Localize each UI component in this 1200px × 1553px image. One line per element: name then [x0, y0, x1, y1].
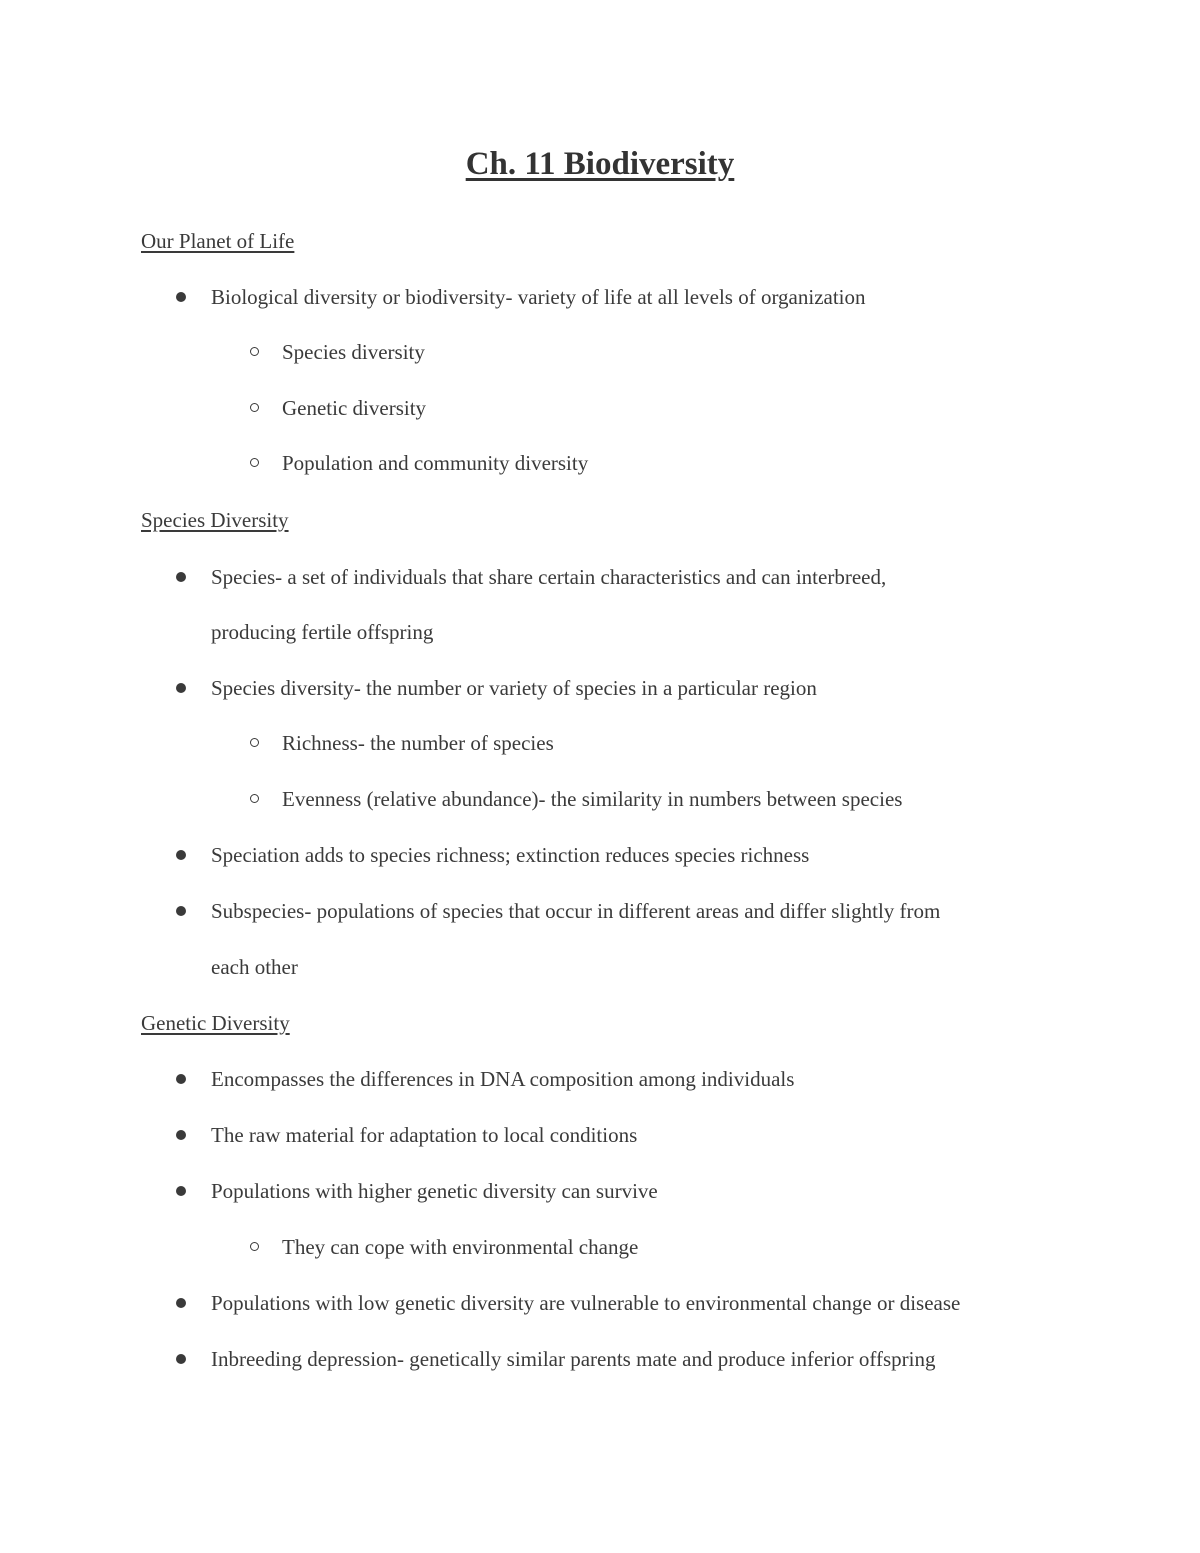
sub-list-item: Richness- the number of species [282, 731, 554, 755]
bullet-icon [176, 1074, 186, 1084]
list-item: Species- a set of individuals that share certain characteristics and can interbreed, [211, 565, 887, 589]
sub-list-item: They can cope with environmental change [282, 1235, 639, 1259]
hollow-bullet-icon [250, 347, 259, 356]
list-item: Biological diversity or biodiversity- variety of life at all levels of organization [211, 285, 866, 309]
sub-list-item: Evenness (relative abundance)- the similarity in numbers between species [282, 787, 903, 811]
bullet-icon [176, 1298, 186, 1308]
section-heading-our-planet-of-life: Our Planet of Life [141, 229, 295, 253]
bullet-icon [176, 1354, 186, 1364]
document-title: Ch. 11 Biodiversity [465, 146, 735, 182]
hollow-bullet-icon [250, 458, 259, 467]
hollow-bullet-icon [250, 794, 259, 803]
sub-list-item: Population and community diversity [282, 451, 589, 475]
bullet-icon [176, 683, 186, 693]
bullet-icon [176, 1186, 186, 1196]
bullet-icon [176, 1130, 186, 1140]
sub-list-item: Genetic diversity [282, 396, 427, 420]
list-item: Encompasses the differences in DNA composition among individuals [211, 1067, 795, 1091]
section-heading-species-diversity: Species Diversity [141, 508, 289, 532]
section-heading-genetic-diversity: Genetic Diversity [141, 1011, 290, 1035]
bullet-icon [176, 906, 186, 916]
list-item: Species diversity- the number or variety of species in a particular region [211, 676, 817, 700]
sub-list-item: Species diversity [282, 340, 425, 364]
hollow-bullet-icon [250, 738, 259, 747]
bullet-icon [176, 850, 186, 860]
hollow-bullet-icon [250, 1242, 259, 1251]
list-item: Populations with low genetic diversity are vulnerable to environmental change or disease [211, 1291, 961, 1315]
list-item: Populations with higher genetic diversity can survive [211, 1179, 658, 1203]
list-item: Speciation adds to species richness; extinction reduces species richness [211, 843, 810, 867]
bullet-icon [176, 572, 186, 582]
list-item: Inbreeding depression- genetically similar parents mate and produce inferior offspring [211, 1347, 936, 1371]
list-item-continuation: producing fertile offspring [211, 620, 434, 644]
hollow-bullet-icon [250, 403, 259, 412]
bullet-icon [176, 292, 186, 302]
list-item: Subspecies- populations of species that occur in different areas and differ slightly from [211, 899, 941, 923]
list-item-continuation: each other [211, 955, 298, 979]
list-item: The raw material for adaptation to local conditions [211, 1123, 638, 1147]
